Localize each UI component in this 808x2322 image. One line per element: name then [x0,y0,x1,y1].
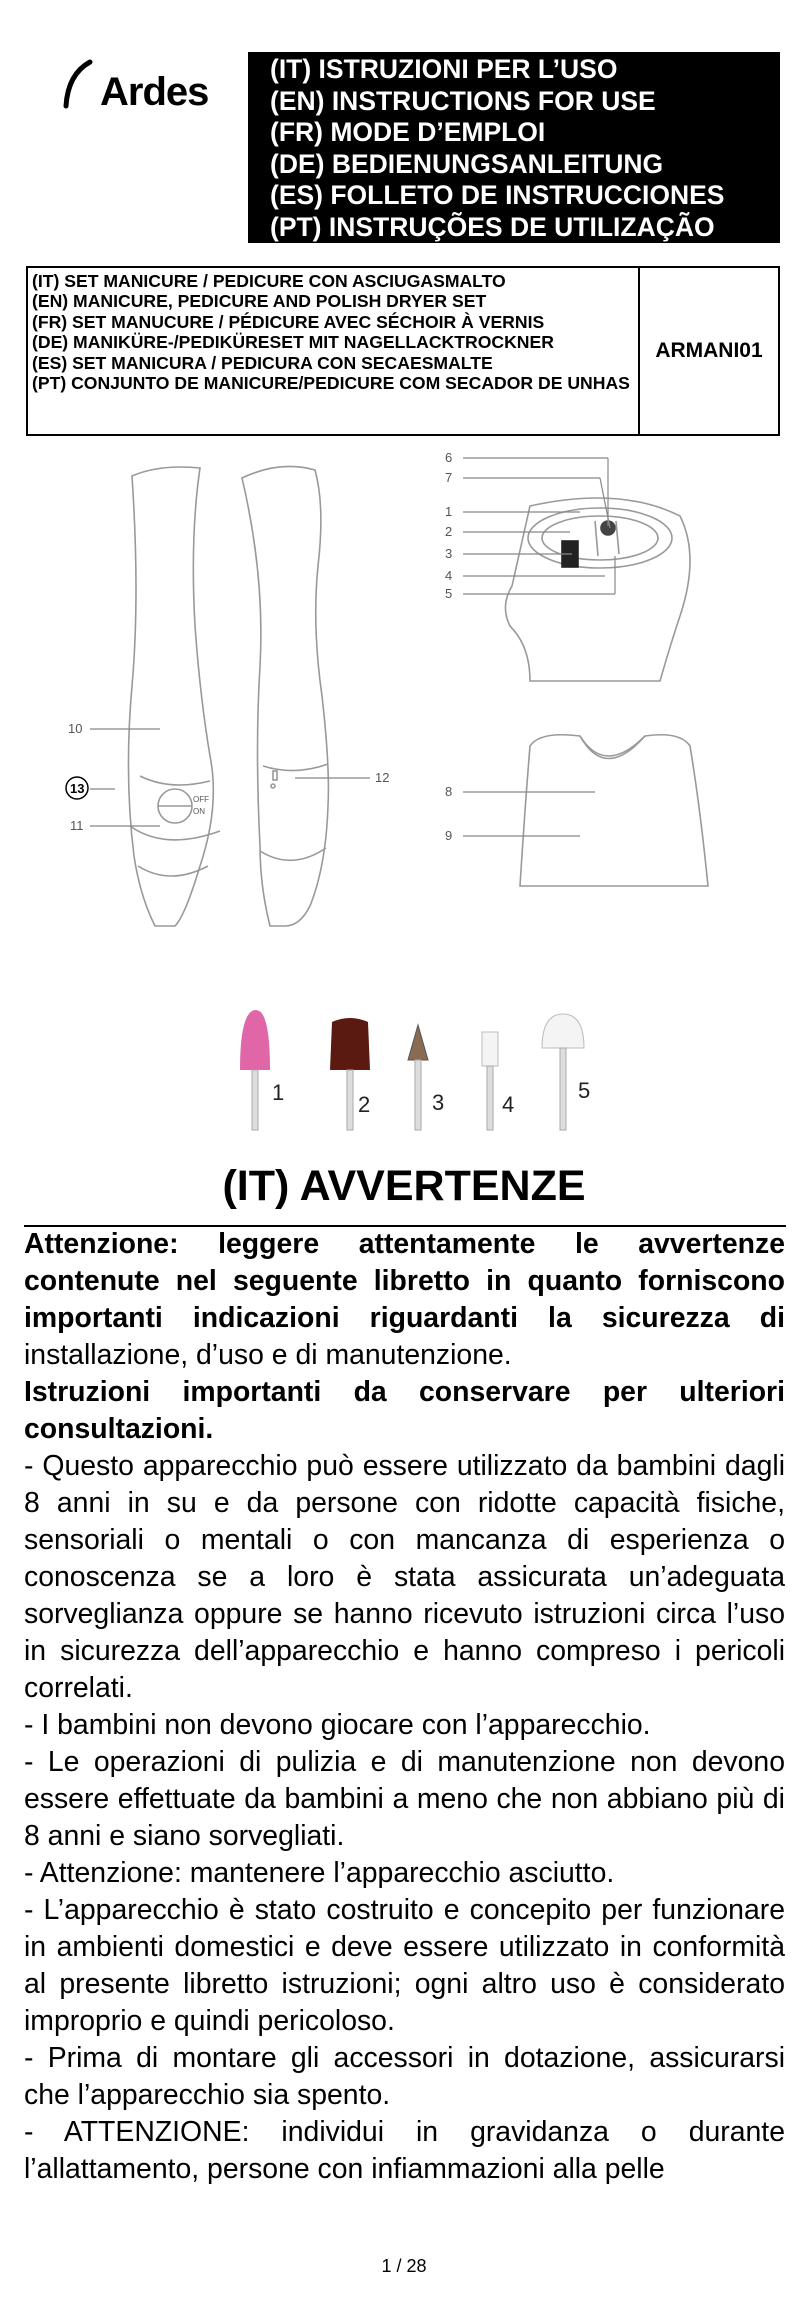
warnings-body [24,1226,785,2188]
instructions-title-box [248,52,780,243]
switch-off-label: OFF [193,795,209,804]
product-name-pt: (PT) CONJUNTO DE MANICURE/PEDICURE COM SECADOR DE UNHAS [32,373,630,394]
product-name-it: (IT) SET MANICURE / PEDICURE CON ASCIUGASMALTO [32,271,506,291]
warning-item: - L’apparecchio è stato costruito e concepito per funzionare in ambienti domestici e deve essere utilizzato in conformità al presente libretto istruzioni; ogni altro uso è considerato improprio e quindi pericoloso. [24,1894,785,2037]
tip-label-4: 4 [502,1092,515,1117]
handle-side-drawing [242,466,328,926]
warning-item: - Attenzione: mantenere l’apparecchio asciutto. [24,1857,615,1889]
warning-item: - Questo apparecchio può essere utilizzato da bambini dagli 8 anni in su e da persone con ridotte capacità fisiche, sensoriali o mentali o con mancanza di esperienza o conoscenza se a loro è stata assicurata un’adeguata sorveglianza oppure se hanno ricevuto istruzioni circa l’uso in sicurezza dell’apparecchio e hanno compreso i pericoli correlati. [24,1450,785,1704]
title-line-en: (EN) INSTRUCTIONS FOR USE [270,85,656,116]
product-name-de: (DE) MANIKÜRE-/PEDIKÜRESET MIT NAGELLACKTROCKNER [32,332,554,353]
callout-12: 12 [375,770,390,785]
callout-4: 4 [445,568,453,583]
callout-11: 11 [70,818,84,833]
intro-light-part: installazione, d’uso e di manutenzione. [24,1339,512,1371]
warning-item: - Le operazioni di pulizia e di manutenzione non devono essere effettuate da bambini a meno che non abbiano più di 8 anni e siano sorvegliati. [24,1746,785,1852]
switch-on-label: ON [193,807,205,816]
product-names-cell [28,268,640,434]
tip-4-drawing [482,1032,498,1130]
brand-logo-text: Ardes [100,70,209,114]
title-line-fr: (FR) MODE D’EMPLOI [270,117,546,147]
callout-5: 5 [445,586,453,601]
title-line-it: (IT) ISTRUZIONI PER L’USO [270,54,618,84]
tip-5-drawing [542,1014,584,1130]
tip-1-drawing [240,1010,270,1130]
product-name-fr: (FR) SET MANUCURE / PÉDICURE AVEC SÉCHOIR À VERNIS [32,311,545,332]
callout-2: 2 [445,524,453,539]
warnings-title: (IT) AVVERTENZE [222,1162,586,1210]
tip-3-drawing [408,1025,428,1130]
warning-item: - ATTENZIONE: individui in gravidanza o durante l’allattamento, persone con infiammazioni alla pelle [24,2116,785,2185]
accessory-tips-figure [220,1000,620,1140]
callout-9: 9 [445,828,453,843]
dryer-top-drawing [505,498,690,681]
page-number: 1 / 28 [381,2256,427,2276]
intro-bold-part: Attenzione: leggere attentamente le avvertenze contenute nel seguente libretto in quanto forniscono importanti indicazioni riguardanti la sicurezza di [24,1228,785,1334]
warning-item: - I bambini non devono giocare con l’apparecchio. [24,1709,651,1741]
device-parts-diagram [60,446,760,946]
tip-label-1: 1 [272,1080,285,1105]
handle-front-drawing [128,467,213,926]
title-line-es: (ES) FOLLETO DE INSTRUCCIONES [270,180,725,210]
title-line-de: (DE) BEDIENUNGSANLEITUNG [270,148,664,179]
callout-8: 8 [445,784,453,799]
tip-label-2: 2 [358,1092,371,1117]
warnings-intro [24,1226,785,1374]
callout-13: 13 [70,781,85,796]
callout-10: 10 [68,721,83,736]
product-name-en: (EN) MANICURE, PEDICURE AND POLISH DRYER SET [32,291,487,312]
title-line-pt: (PT) INSTRUÇÕES DE UTILIZAÇÃO [270,211,715,242]
warnings-keep-note: Istruzioni importanti da conservare per ulteriori consultazioni. [24,1376,785,1445]
tip-label-5: 5 [578,1078,591,1103]
warning-item: - Prima di montare gli accessori in dotazione, assicurarsi che l’apparecchio sia spento. [24,2042,785,2111]
callout-3: 3 [445,546,453,561]
callout-7: 7 [445,470,453,485]
product-table [26,266,780,436]
tip-label-3: 3 [432,1090,445,1115]
model-code: ARMANI01 [655,339,763,362]
callout-1: 1 [445,504,453,519]
product-name-es: (ES) SET MANICURA / PEDICURA CON SECAESMALTE [32,352,493,373]
callout-6: 6 [445,450,453,465]
